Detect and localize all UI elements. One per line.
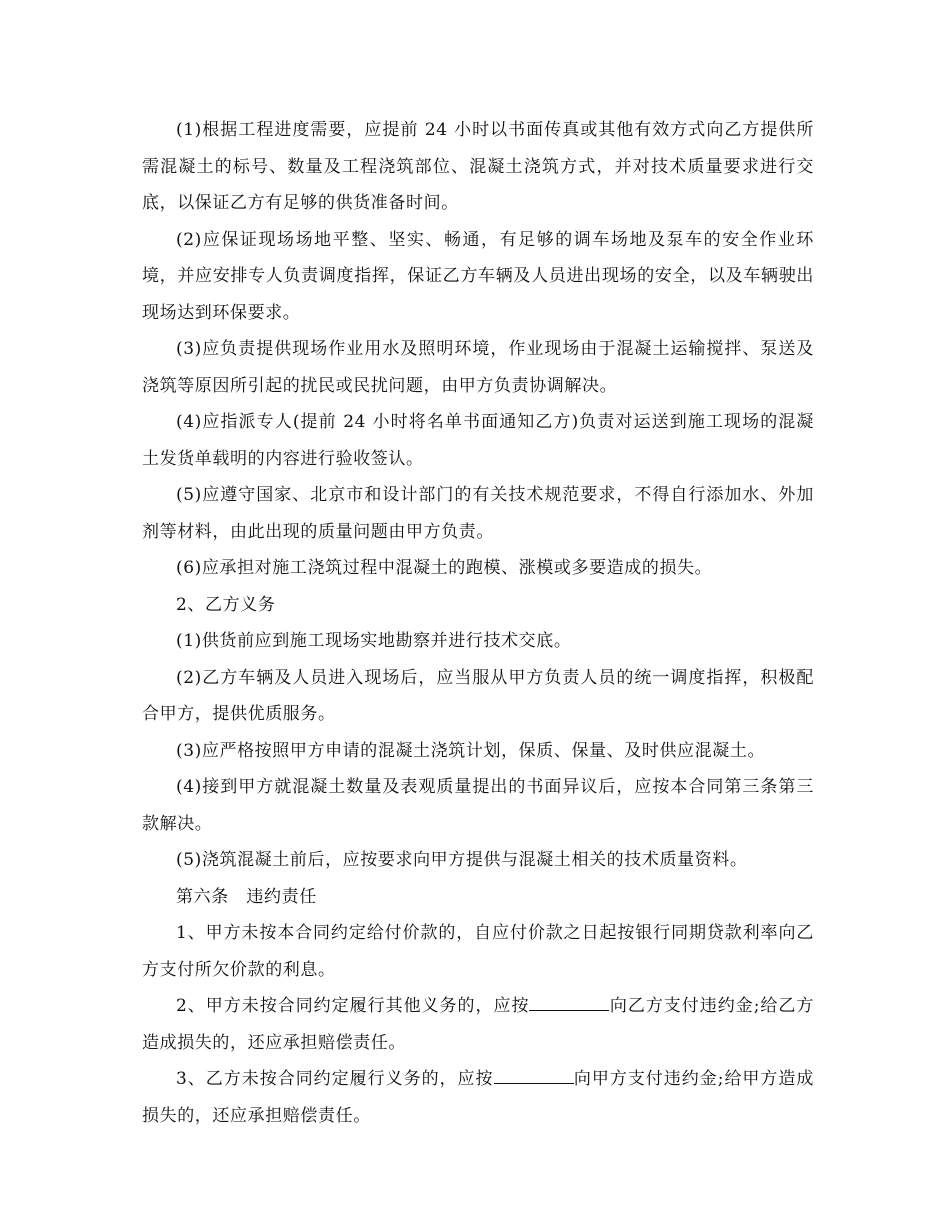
liability-3-text-before: 3、乙方未按合同约定履行义务的，应按 (176, 1069, 494, 1089)
heading-article-six: 第六条 违约责任 (176, 886, 317, 907)
penalty-blank-line (494, 1069, 574, 1084)
paragraph-party-b-duty-1: (1)供货前应到施工现场实地勘察并进行技术交底。 (176, 631, 572, 651)
paragraph-party-a-duty-1: (1)根据工程进度需要，应提前 24 小时以书面传真或其他有效方式向乙方提供所需混凝土的标号、数量及工程浇筑部位、混凝土浇筑方式，并对技术质量要求进行交底，以保证乙方有足够的供货准备时间。 (142, 120, 814, 213)
paragraph-party-b-duty-3: (3)应严格按照甲方申请的混凝土浇筑计划，保质、保量、及时供应混凝土。 (176, 740, 766, 761)
paragraph-party-a-duty-3: (3)应负责提供现场作业用水及照明环境，作业现场由于混凝土运输搅拌、泵送及浇筑等原因所引起的扰民或民扰问题，由甲方负责协调解决。 (142, 339, 814, 396)
paragraph-liability-1: 1、甲方未按本合同约定给付价款的，自应付价款之日起按银行同期贷款利率向乙方支付所欠价款的利息。 (142, 923, 814, 980)
paragraph-party-a-duty-6: (6)应承担对施工浇筑过程中混凝土的跑模、涨模或多要造成的损失。 (176, 558, 713, 578)
penalty-blank-line (529, 996, 609, 1011)
paragraph-party-a-duty-2: (2)应保证现场场地平整、坚实、畅通，有足够的调车场地及泵车的安全作业环境，并应安排专人负责调度指挥，保证乙方车辆及人员进出现场的安全，以及车辆驶出现场达到环保要求。 (142, 229, 814, 323)
liability-3-text-after: 向甲方支付违约金;给甲方造成损失的，还应承担赔偿责任。 (142, 1069, 814, 1126)
paragraph-liability-2 (142, 988, 814, 1061)
heading-party-b-duties: 2、乙方义务 (176, 594, 276, 615)
paragraph-liability-3 (142, 1061, 814, 1134)
paragraph-party-a-duty-4: (4)应指派专人(提前 24 小时将名单书面通知乙方)负责对运送到施工现场的混凝土发货单载明的内容进行验收签认。 (142, 412, 814, 469)
paragraph-party-a-duty-5: (5)应遵守国家、北京市和设计部门的有关技术规范要求，不得自行添加水、外加剂等材料，由此出现的质量问题由甲方负责。 (142, 485, 814, 542)
paragraph-party-b-duty-5: (5)浇筑混凝土前后，应按要求向甲方提供与混凝土相关的技术质量资料。 (176, 850, 748, 870)
paragraph-party-b-duty-4: (4)接到甲方就混凝土数量及表观质量提出的书面异议后，应按本合同第三条第三款解决。 (142, 777, 814, 834)
liability-2-text-before: 2、甲方未按合同约定履行其他义务的，应按 (176, 996, 530, 1016)
document-page (142, 112, 814, 1134)
paragraph-party-b-duty-2: (2)乙方车辆及人员进入现场后，应当服从甲方负责人员的统一调度指挥，积极配合甲方，提供优质服务。 (142, 667, 814, 724)
liability-2-text-after: 向乙方支付违约金;给乙方造成损失的，还应承担赔偿责任。 (142, 996, 814, 1053)
